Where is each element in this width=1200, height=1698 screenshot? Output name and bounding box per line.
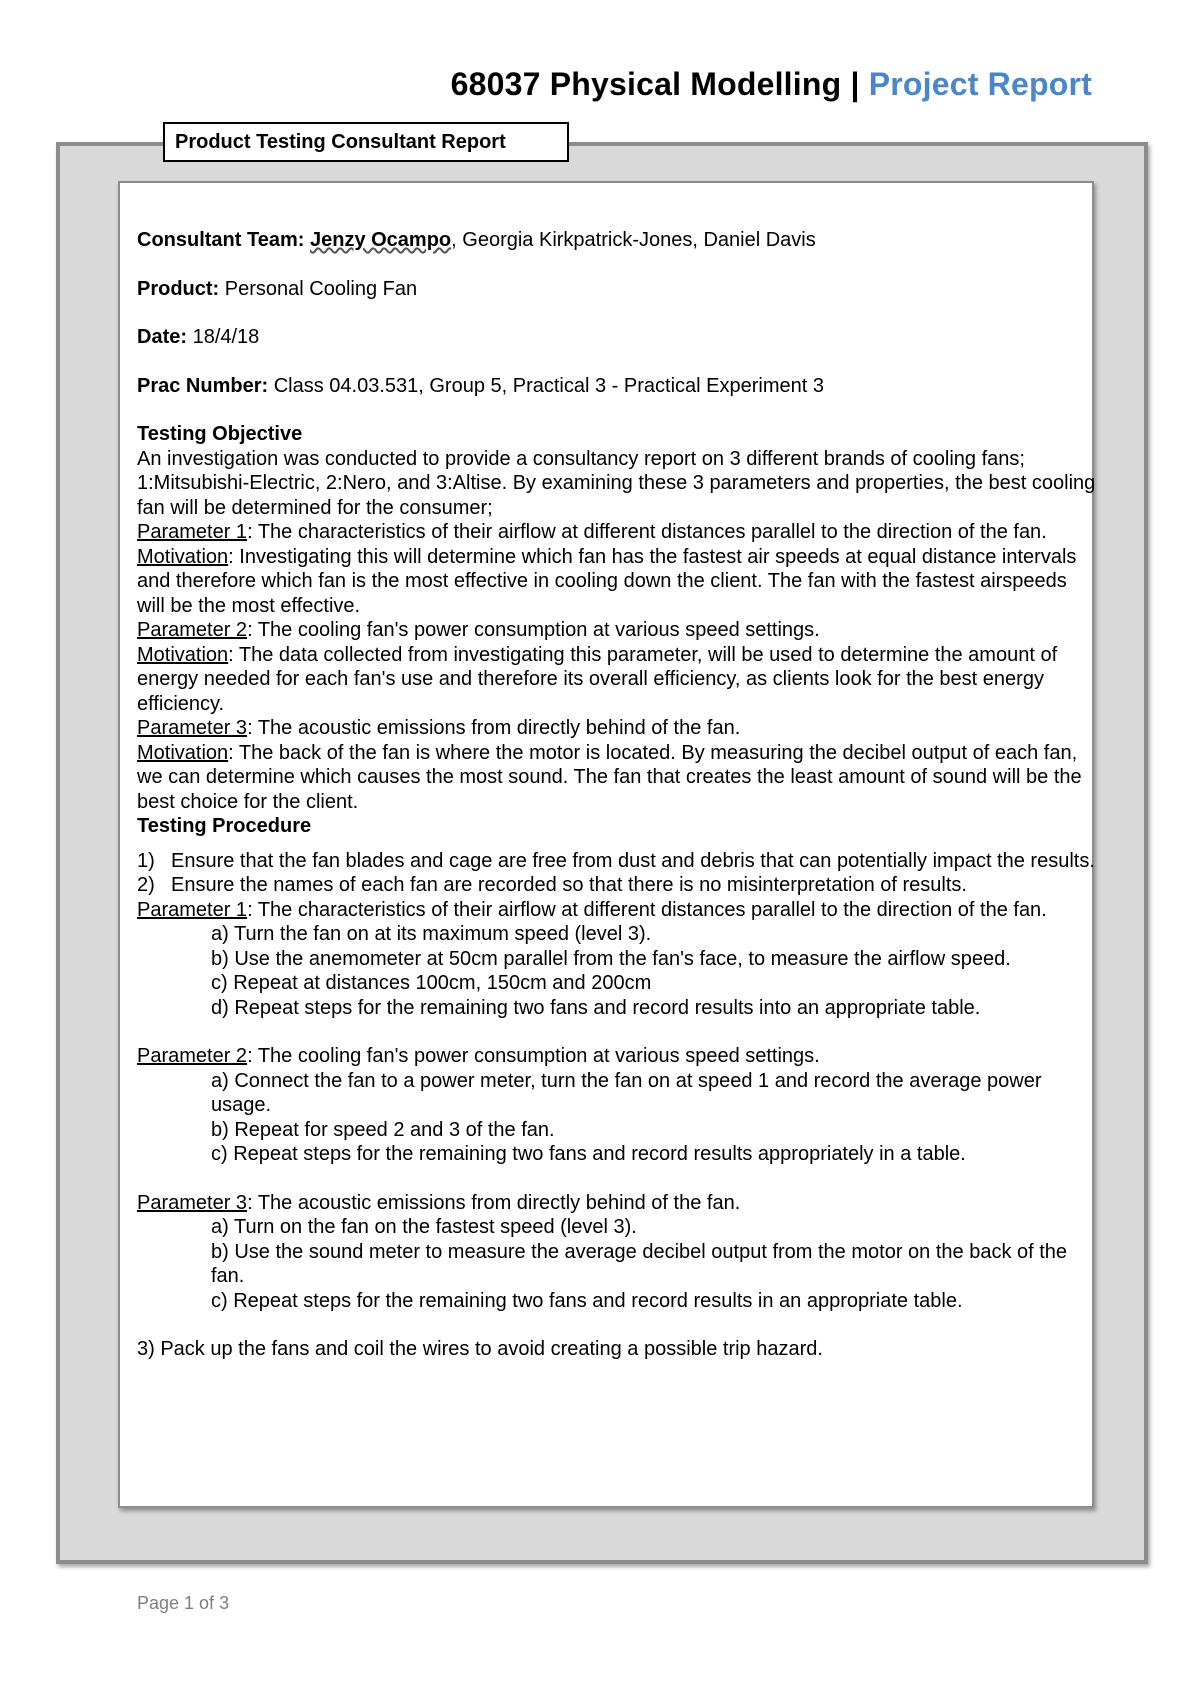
procedure-p1-step-a: a) Turn the fan on at its maximum speed (level 3). [211, 923, 652, 945]
page-title [451, 66, 1092, 103]
page-number: Page 1 of 3 [137, 1593, 230, 1613]
report-content [137, 228, 1097, 1362]
objective-intro: An investigation was conducted to provide a consultancy report on 3 different brands of cooling fans; 1:Mitsubishi-Electric, 2:Nero, and 3:Altise. By examining these 3 parameters and properties, the best cooling fan will be determined for the consumer; [137, 447, 1096, 519]
procedure-p3-step-b: b) Use the sound meter to measure the average decibel output from the motor on the back of the fan. [211, 1240, 1068, 1287]
procedure-p1-step-b: b) Use the anemometer at 50cm parallel from the fan's face, to measure the airflow speed. [211, 947, 1011, 970]
motivation-3-text: : The back of the fan is where the motor is located. By measuring the decibel output of each fan, we can determine which causes the most sound. The fan that creates the least amount of sound will be the best choice for the client. [137, 741, 1082, 813]
procedure-parameter-1-label: Parameter 1 [137, 898, 248, 921]
procedure-list [137, 849, 1097, 898]
procedure-parameter-2 [137, 1044, 1097, 1069]
testing-objective-title: Testing Objective [137, 423, 303, 445]
team-lead: Jenzy Ocampo [309, 229, 452, 251]
procedure-p2-step-a: a) Connect the fan to a power meter, turn the fan on at speed 1 and record the average power usage. [211, 1069, 1042, 1116]
procedure-p2-step-b: b) Repeat for speed 2 and 3 of the fan. [211, 1118, 555, 1141]
objective-motivation-3 [137, 741, 1097, 815]
procedure-parameter-3 [137, 1191, 1097, 1216]
motivation-1-text: : Investigating this will determine which fan has the fastest air speeds at equal distance intervals and therefore which fan is the most effective in cooling down the client. The fan with the fastest airspeeds will be the most effective. [137, 545, 1077, 617]
objective-parameter-3 [137, 716, 1097, 741]
objective-parameter-2 [137, 618, 1097, 643]
parameter-2-text: : The cooling fan's power consumption at various speed settings. [247, 619, 820, 641]
prac-label: Prac Number: [137, 374, 269, 397]
objective-motivation-1 [137, 545, 1097, 619]
parameter-2-label: Parameter 2 [137, 619, 248, 641]
procedure-parameter-3-label: Parameter 3 [137, 1191, 248, 1214]
motivation-3-label: Motivation [137, 741, 229, 764]
date-field [137, 325, 1097, 350]
consultant-team-field [137, 228, 1097, 253]
product-field [137, 277, 1097, 302]
spacer [137, 1313, 1097, 1337]
procedure-parameter-2-label: Parameter 2 [137, 1045, 248, 1067]
parameter-3-text: : The acoustic emissions from directly behind of the fan. [247, 717, 741, 739]
date-label: Date: [137, 326, 188, 348]
prac-number-field [137, 374, 1097, 399]
procedure-step-2 [137, 873, 1097, 898]
procedure-parameter-3-text: : The acoustic emissions from directly behind of the fan. [247, 1191, 741, 1214]
date-value: 18/4/18 [187, 326, 260, 348]
product-value: Personal Cooling Fan [219, 277, 418, 300]
motivation-2-text: : The data collected from investigating this parameter, will be used to determine the amount of energy needed for each fan's use and therefore its overall efficiency, as clients look for the best energy efficiency. [137, 643, 1058, 715]
objective-motivation-2 [137, 643, 1097, 717]
procedure-p3-step-a: a) Turn on the fan on the fastest speed (level 3). [211, 1216, 637, 1238]
step-2-number: 2) [137, 874, 155, 896]
spacer [137, 1020, 1097, 1044]
spacer [137, 1167, 1097, 1191]
prac-value: Class 04.03.531, Group 5, Practical 3 - Practical Experiment 3 [268, 374, 824, 397]
parameter-1-text: : The characteristics of their airflow at different distances parallel to the direction of the fan. [247, 521, 1047, 543]
team-label: Consultant Team: [137, 229, 305, 251]
step-2-text: Ensure the names of each fan are recorded so that there is no misinterpretation of results. [171, 874, 967, 896]
procedure-step-3: 3) Pack up the fans and coil the wires to avoid creating a possible trip hazard. [137, 1338, 823, 1360]
procedure-p1-step-d: d) Repeat steps for the remaining two fans and record results into an appropriate table. [211, 996, 981, 1019]
motivation-1-label: Motivation [137, 545, 229, 568]
title-accent: Project Report [868, 66, 1092, 102]
report-label: Product Testing Consultant Report [163, 122, 569, 162]
step-1-text: Ensure that the fan blades and cage are free from dust and debris that can potentially impact the results. [171, 849, 1095, 872]
procedure-p1-step-c: c) Repeat at distances 100cm, 150cm and 200cm [211, 972, 652, 994]
parameter-3-label: Parameter 3 [137, 717, 248, 739]
step-1-number: 1) [137, 849, 155, 872]
procedure-parameter-1 [137, 898, 1097, 923]
team-rest: , Georgia Kirkpatrick-Jones, Daniel Davis [451, 229, 816, 251]
procedure-parameter-1-text: : The characteristics of their airflow at different distances parallel to the direction of the fan. [247, 898, 1047, 921]
procedure-parameter-2-text: : The cooling fan's power consumption at various speed settings. [247, 1045, 820, 1067]
product-label: Product: [137, 277, 220, 300]
procedure-p2-step-c: c) Repeat steps for the remaining two fans and record results appropriately in a table. [211, 1143, 966, 1165]
title-main: 68037 Physical Modelling | [450, 66, 869, 102]
testing-procedure-title: Testing Procedure [137, 815, 312, 837]
objective-parameter-1 [137, 520, 1097, 545]
motivation-2-label: Motivation [137, 643, 229, 666]
procedure-step-1 [137, 849, 1097, 874]
parameter-1-label: Parameter 1 [137, 521, 248, 543]
procedure-p3-step-c: c) Repeat steps for the remaining two fans and record results in an appropriate table. [211, 1289, 963, 1312]
